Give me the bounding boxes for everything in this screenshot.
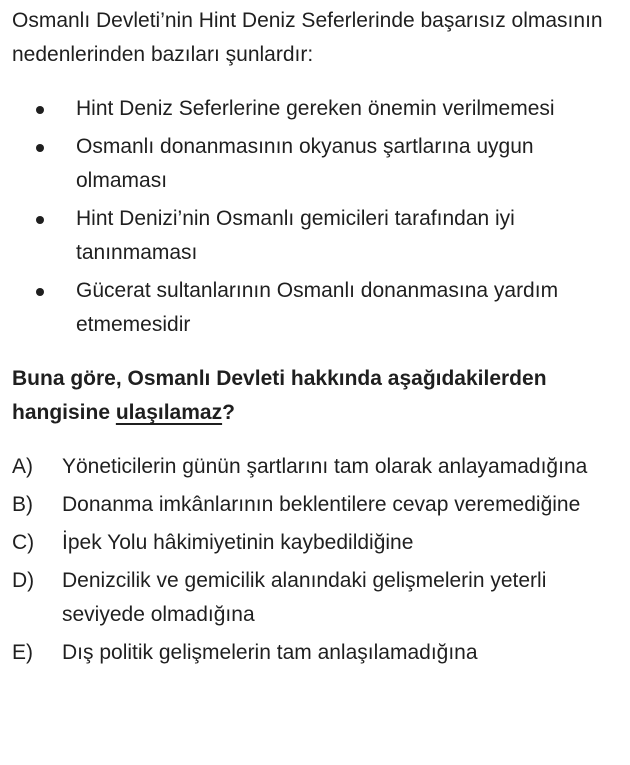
option-letter: D) [12, 569, 35, 592]
bullet-icon [36, 106, 44, 114]
option-letter: A) [12, 455, 33, 478]
bullet-icon [36, 216, 44, 224]
reason-item [12, 130, 616, 198]
option-text: Donanma imkânlarının beklentilere cevap veremediğine [62, 493, 581, 516]
option-d[interactable] [12, 564, 622, 632]
option-b[interactable] [12, 488, 622, 522]
option-text: Dış politik gelişmelerin tam anlaşılamadığına [62, 641, 478, 664]
question-mark: ? [222, 401, 235, 424]
question-intro: Osmanlı Devleti’nin Hint Deniz Seferlerinde başarısız olmasının nedenlerinden bazıları şunlardır: [12, 9, 603, 66]
reason-item [12, 202, 616, 270]
option-e[interactable] [12, 636, 622, 670]
question-stem [12, 362, 612, 430]
reason-item [12, 274, 616, 342]
reason-item [12, 92, 616, 126]
bullet-icon [36, 288, 44, 296]
option-a[interactable] [12, 450, 622, 484]
reason-text: Osmanlı donanmasının okyanus şartlarına uygun olmaması [76, 135, 534, 192]
option-text: Denizcilik ve gemicilik alanındaki gelişmelerin yeterli seviyede olmadığına [62, 569, 547, 626]
question-key-word: ulaşılamaz [115, 401, 223, 424]
option-text: İpek Yolu hâkimiyetinin kaybedildiğine [62, 531, 414, 554]
question-stem-text: Buna göre, Osmanlı Devleti hakkında aşağıdakilerden hangisine [12, 367, 547, 424]
reasons-list [12, 92, 630, 342]
option-text: Yöneticilerin günün şartlarını tam olarak anlayamadığına [62, 455, 588, 478]
option-letter: E) [12, 641, 33, 664]
reason-text: Gücerat sultanlarının Osmanlı donanmasına yardım etmemesidir [76, 279, 559, 336]
bullet-icon [36, 144, 44, 152]
option-letter: B) [12, 493, 33, 516]
reason-text: Hint Denizi’nin Osmanlı gemicileri tarafından iyi tanınmaması [76, 207, 515, 264]
answer-options [12, 450, 630, 670]
option-letter: C) [12, 531, 35, 554]
reason-text: Hint Deniz Seferlerine gereken önemin verilmemesi [76, 97, 555, 120]
option-c[interactable] [12, 526, 622, 560]
